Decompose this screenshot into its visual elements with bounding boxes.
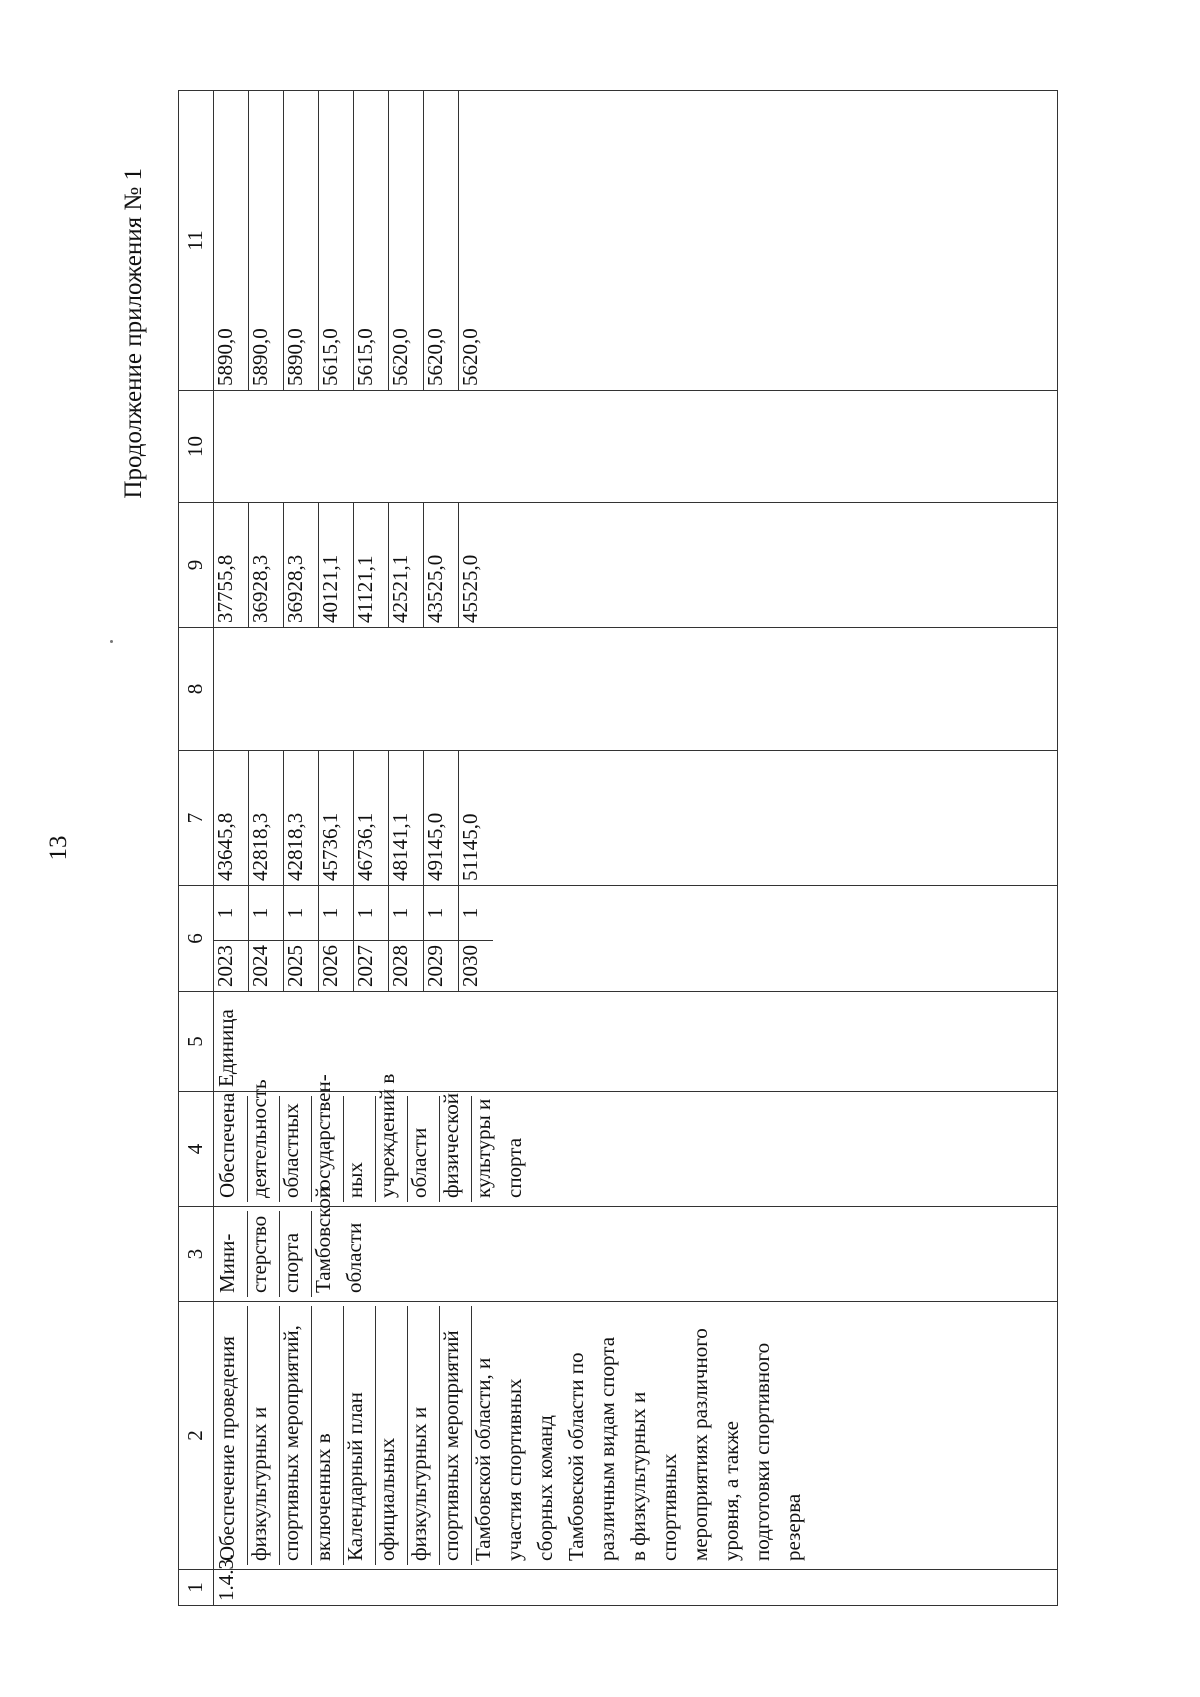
text-line: спортивных мероприятий (440, 1306, 472, 1565)
header-row (179, 91, 214, 1606)
year: 2030 (459, 941, 494, 992)
col9-value: 36928,3 (284, 503, 319, 627)
value-row (214, 751, 249, 885)
text-line: стерство (248, 1211, 280, 1297)
text-line: государствен- (312, 1096, 344, 1202)
value-row (214, 503, 249, 627)
year-row (249, 886, 284, 991)
col-header-6: 6 (179, 886, 214, 992)
col11-value: 5620,0 (424, 91, 459, 390)
value-row (389, 503, 424, 627)
text-line: участия спортивных (502, 1378, 526, 1561)
col11-value: 5890,0 (284, 91, 319, 390)
text-line: подготовки спортивного (750, 1342, 774, 1561)
responsible-executor (214, 1186, 1058, 1302)
value-row (389, 751, 424, 885)
text-line: учреждений в (376, 1096, 408, 1202)
appendix-header: Продолжение приложения № 1 (120, 168, 147, 499)
value-row (249, 503, 284, 627)
col9-value: 37755,8 (214, 503, 249, 627)
col-header-1: 1 (179, 1570, 214, 1606)
text-line: области (408, 1096, 440, 1202)
text-line: спортивных (657, 1453, 681, 1561)
value-row (459, 751, 494, 885)
text-line: физкультурных и (248, 1306, 280, 1565)
year: 2024 (249, 941, 284, 992)
text-line: уровня, а также (719, 1421, 743, 1561)
text-line: Тамбовской (311, 1186, 335, 1293)
col8-cell (214, 628, 1058, 751)
col11-value: 5615,0 (319, 91, 354, 390)
col7-value: 45736,1 (319, 751, 354, 885)
year-row (214, 886, 249, 991)
text-line: Тамбовской области, и (471, 1357, 495, 1561)
value-row (424, 91, 459, 390)
rotated-page (40, 48, 1160, 1648)
year: 2027 (354, 941, 389, 992)
col-header-5: 5 (179, 992, 214, 1092)
col9-value: 43525,0 (424, 503, 459, 627)
col9-cell (214, 503, 1058, 628)
col9-value: 40121,1 (319, 503, 354, 627)
text-line: физической (440, 1096, 472, 1202)
text-line: деятельность (248, 1096, 280, 1202)
year-value: 1 (284, 886, 319, 941)
value-row (249, 91, 284, 390)
col7-value: 49145,0 (424, 751, 459, 885)
value-row (424, 751, 459, 885)
expected-result (214, 1073, 1058, 1207)
text-line: различным видам спорта (595, 1336, 619, 1561)
text-line: культуры и (471, 1098, 495, 1198)
text-line: области (342, 1222, 366, 1293)
col7-value: 46736,1 (354, 751, 389, 885)
col-header-10: 10 (179, 391, 214, 503)
value-row (459, 503, 494, 627)
col9-value: 42521,1 (389, 503, 424, 627)
text-line: Обеспечение проведения (216, 1306, 248, 1565)
value-row (319, 751, 354, 885)
value-row (459, 91, 494, 390)
value-row (284, 751, 319, 885)
text-line: резерва (781, 1493, 805, 1561)
col9-value: 45525,0 (458, 554, 482, 623)
year: 2026 (319, 941, 354, 992)
col10-cell (214, 391, 1058, 503)
col11-value: 5620,0 (458, 328, 482, 386)
years-subtable (214, 886, 493, 991)
text-line: спортивных мероприятий, (280, 1306, 312, 1565)
text-line: областных (280, 1096, 312, 1202)
value-row (284, 91, 319, 390)
col11-subtable (214, 91, 493, 390)
text-line: ных (344, 1096, 376, 1202)
value-row (389, 91, 424, 390)
value-row (319, 91, 354, 390)
value-row (214, 91, 249, 390)
value-row (354, 91, 389, 390)
text-line: включенных в (312, 1306, 344, 1565)
col9-value: 36928,3 (249, 503, 284, 627)
text-line: физкультурных и (408, 1306, 440, 1565)
year-row (319, 886, 354, 991)
col-header-8: 8 (179, 628, 214, 751)
text-line: спорта (502, 1137, 526, 1198)
col7-subtable (214, 751, 493, 885)
col-header-9: 9 (179, 503, 214, 628)
years-cell (214, 886, 1058, 992)
text-line: сборных команд (533, 1415, 557, 1561)
text-line: Мини- (216, 1211, 248, 1297)
year-row (354, 886, 389, 991)
page-number: 13 (45, 835, 72, 861)
col7-value: 48141,1 (389, 751, 424, 885)
year-value: 1 (249, 886, 284, 941)
year-value: 1 (214, 886, 249, 941)
value-row (424, 503, 459, 627)
col7-cell (214, 751, 1058, 886)
text-line: мероприятиях различного (688, 1328, 712, 1561)
year-value: 1 (458, 907, 482, 919)
col9-subtable (214, 503, 493, 627)
col11-value: 5890,0 (249, 91, 284, 390)
year-row (459, 886, 494, 991)
col-header-4: 4 (179, 1092, 214, 1207)
year-value: 1 (354, 886, 389, 941)
value-row (284, 503, 319, 627)
year: 2023 (214, 941, 249, 992)
year: 2029 (424, 941, 459, 992)
value-row (354, 751, 389, 885)
col-header-11: 11 (179, 91, 214, 391)
year: 2025 (284, 941, 319, 992)
col7-value: 43645,8 (214, 751, 249, 885)
table-row (214, 91, 1058, 1606)
col-header-3: 3 (179, 1207, 214, 1302)
text-line: спорта (280, 1211, 312, 1297)
col11-cell (214, 91, 1058, 391)
col9-value: 41121,1 (354, 503, 389, 627)
year-value: 1 (424, 886, 459, 941)
year: 2028 (389, 941, 424, 992)
col11-value: 5615,0 (354, 91, 389, 390)
event-description (214, 1302, 1058, 1570)
year-row (389, 886, 424, 991)
unit-cell: Единица (214, 992, 1058, 1092)
value-row (249, 751, 284, 885)
text-line: в физкультурных и (626, 1391, 650, 1561)
value-row (354, 503, 389, 627)
text-line: Обеспечена (216, 1096, 248, 1202)
data-table (178, 90, 1058, 1606)
year-value: 1 (389, 886, 424, 941)
text-line: Тамбовской области по (564, 1352, 588, 1561)
col7-value: 42818,3 (284, 751, 319, 885)
col-header-7: 7 (179, 751, 214, 886)
text-line: официальных (376, 1306, 408, 1565)
row-number: 1.4.3. (214, 1570, 1058, 1606)
col7-value: 42818,3 (249, 751, 284, 885)
year-value: 1 (319, 886, 354, 941)
col11-value: 5620,0 (389, 91, 424, 390)
year-row (424, 886, 459, 991)
text-line: Календарный план (344, 1306, 376, 1565)
value-row (319, 503, 354, 627)
col-header-2: 2 (179, 1302, 214, 1570)
scan-speck (110, 640, 113, 643)
year-row (284, 886, 319, 991)
col7-value: 51145,0 (458, 813, 482, 881)
col11-value: 5890,0 (214, 91, 249, 390)
